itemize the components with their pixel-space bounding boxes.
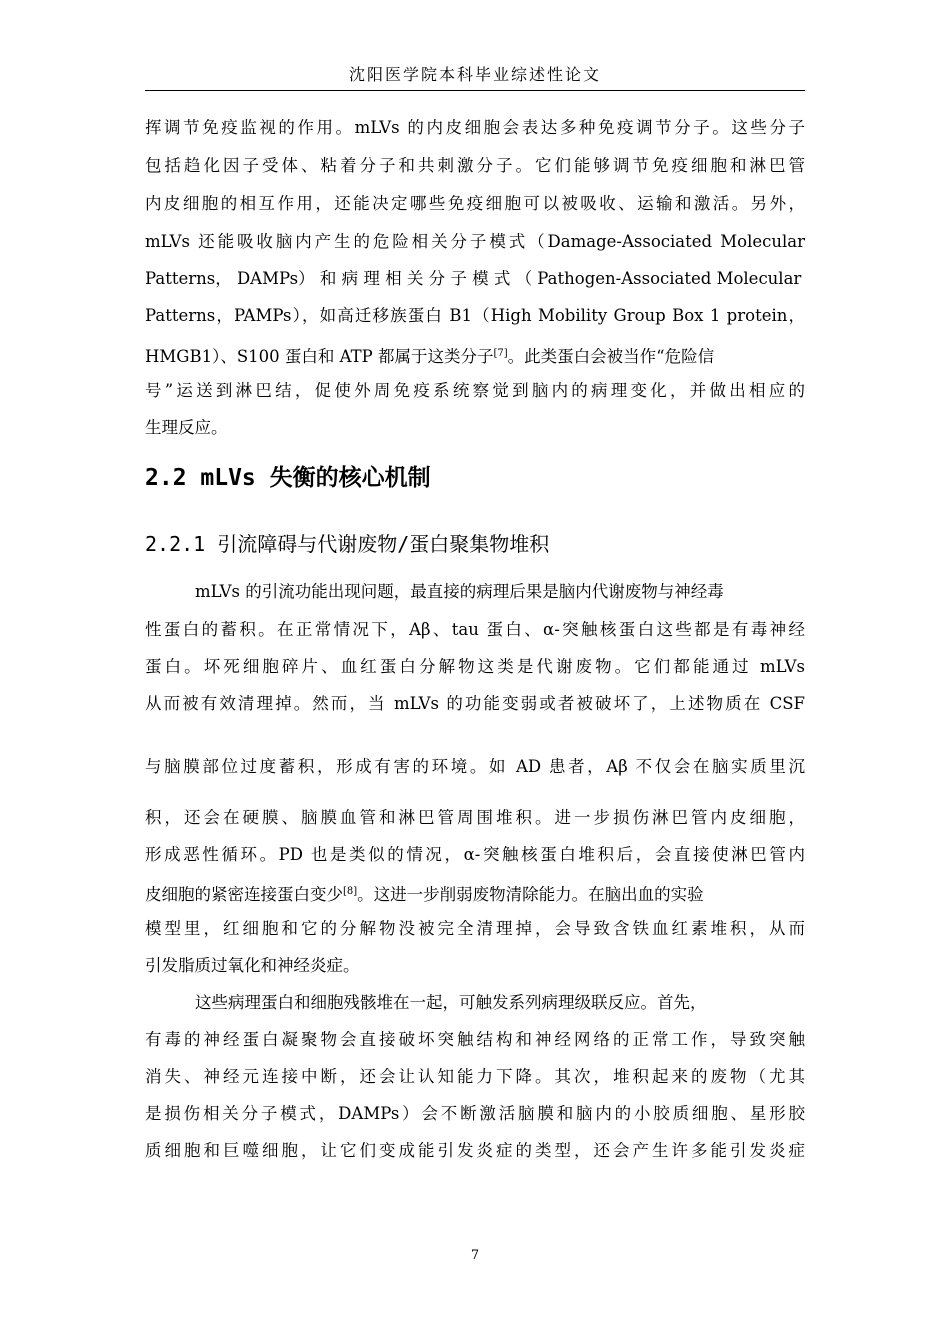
body-line: 有毒的神经蛋白凝聚物会直接破坏突触结构和神经网络的正常工作，导致突触 xyxy=(145,1030,805,1049)
body-line: mLVs 还能吸收脑内产生的危险相关分子模式（Damage-Associated Molecular xyxy=(145,232,805,251)
page-number: 7 xyxy=(470,1248,480,1263)
section-heading: 2.2 mLVs 失衡的核心机制 xyxy=(145,465,431,491)
running-header: 沈阳医学院本科毕业综述性论文 xyxy=(348,65,601,84)
body-line: 性蛋白的蓄积。在正常情况下，Aβ、tau 蛋白、α-突触核蛋白这些都是有毒神经 xyxy=(145,620,805,639)
body-line: 形成恶性循环。PD 也是类似的情况，α-突触核蛋白堆积后，会直接使淋巴管内 xyxy=(145,845,805,864)
body-line: 是损伤相关分子模式，DAMPs）会不断激活脑膜和脑内的小胶质细胞、星形胶 xyxy=(145,1104,805,1123)
body-line: 引发脂质过氧化和神经炎症。 xyxy=(145,956,360,975)
body-line xyxy=(145,343,805,368)
body-line: 蛋白。坏死细胞碎片、血红蛋白分解物这类是代谢废物。它们都能通过 mLVs xyxy=(145,657,805,676)
header-rule xyxy=(145,90,805,91)
body-line: 消失、神经元连接中断，还会让认知能力下降。其次，堆积起来的废物（尤其 xyxy=(145,1067,805,1086)
subsection-heading: 2.2.1 引流障碍与代谢废物/蛋白聚集物堆积 xyxy=(145,532,550,556)
body-line: mLVs 的引流功能出现问题，最直接的病理后果是脑内代谢废物与神经毒 xyxy=(195,582,724,601)
body-line: 与脑膜部位过度蓄积，形成有害的环境。如 AD 患者，Aβ 不仅会在脑实质里沉 xyxy=(145,757,805,776)
body-line: 积，还会在硬膜、脑膜血管和淋巴管周围堆积。进一步损伤淋巴管内皮细胞， xyxy=(145,808,805,827)
body-line: 内皮细胞的相互作用，还能决定哪些免疫细胞可以被吸收、运输和激活。另外， xyxy=(145,194,805,213)
body-line xyxy=(145,881,805,906)
body-line: 包括趋化因子受体、粘着分子和共刺激分子。它们能够调节免疫细胞和淋巴管 xyxy=(145,156,805,175)
body-line: 质细胞和巨噬细胞，让它们变成能引发炎症的类型，还会产生许多能引发炎症 xyxy=(145,1141,805,1160)
body-text: 。这进一步削弱废物清除能力。在脑出血的实验 xyxy=(357,885,704,904)
body-line: 这些病理蛋白和细胞残骸堆在一起，可触发系列病理级联反应。首先， xyxy=(195,993,707,1012)
body-text: HMGB1）、S100 蛋白和 ATP 都属于这类分子 xyxy=(145,347,494,366)
body-line: Patterns， DAMPs） 和 病 理 相 关 分 子 模 式 （ Pathogen-Associated Molecular xyxy=(145,269,802,288)
citation-ref: [8] xyxy=(343,886,358,897)
body-line: Patterns，PAMPs），如高迁移族蛋白 B1（High Mobility Group Box 1 protein， xyxy=(145,306,805,325)
body-line: 从而被有效清理掉。然而，当 mLVs 的功能变弱或者被破坏了，上述物质在 CSF xyxy=(145,694,805,713)
body-line: 号”运送到淋巴结，促使外周免疫系统察觉到脑内的病理变化，并做出相应的 xyxy=(145,381,805,400)
body-text: 皮细胞的紧密连接蛋白变少 xyxy=(145,885,343,904)
body-line: 模型里，红细胞和它的分解物没被完全清理掉，会导致含铁血红素堆积，从而 xyxy=(145,919,805,938)
body-text: 。此类蛋白会被当作“危险信 xyxy=(507,347,715,366)
citation-ref: [7] xyxy=(493,348,508,359)
body-line: 生理反应。 xyxy=(145,418,228,437)
body-line: 挥调节免疫监视的作用。mLVs 的内皮细胞会表达多种免疫调节分子。这些分子 xyxy=(145,118,805,137)
